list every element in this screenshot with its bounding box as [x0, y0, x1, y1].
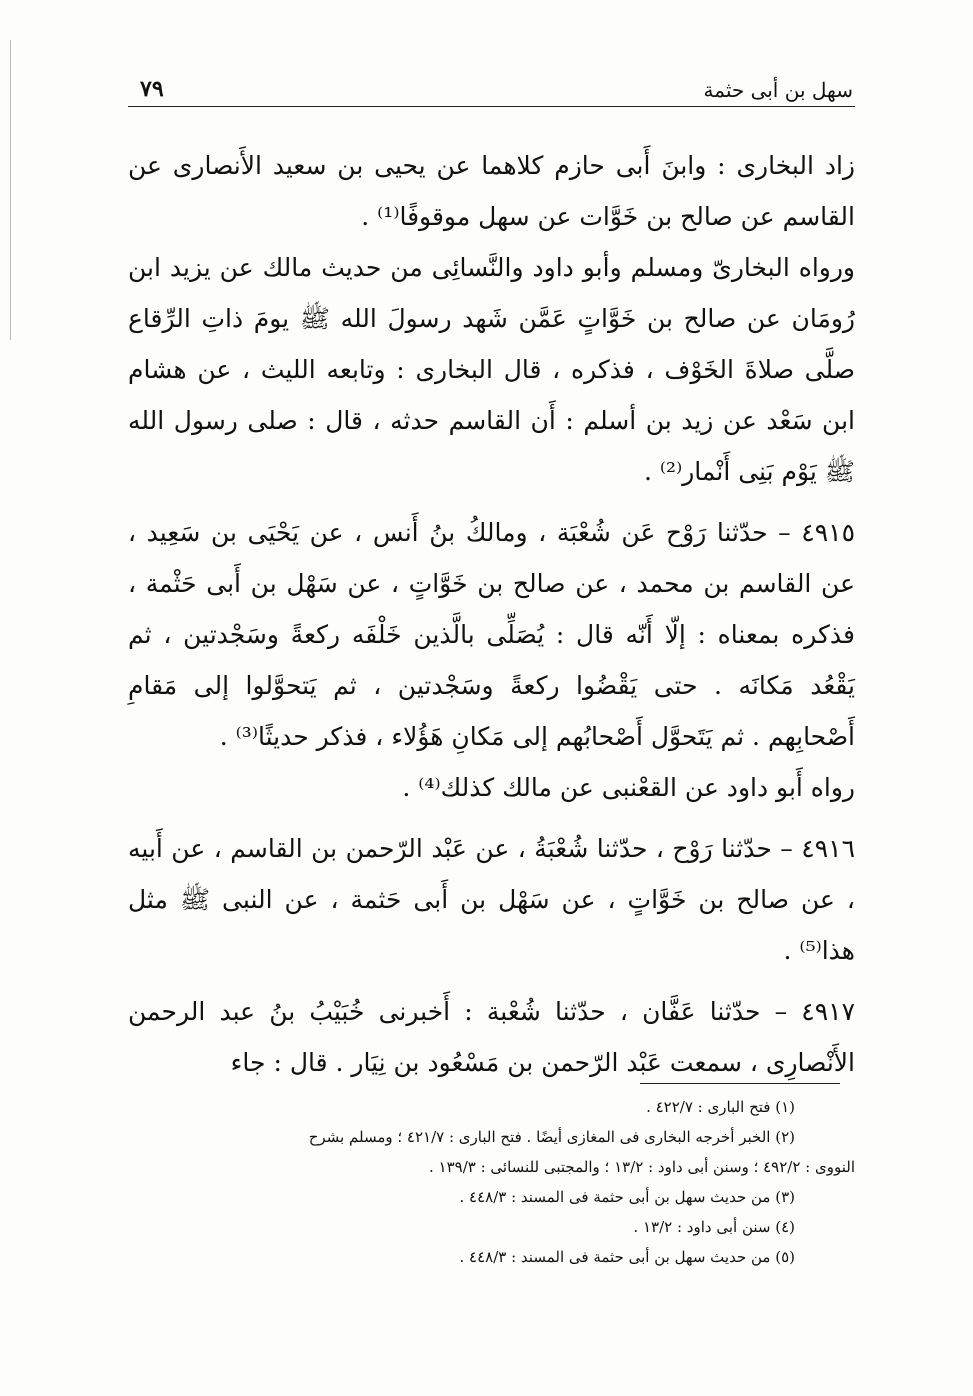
footnote-divider: [640, 1083, 840, 1084]
scan-edge-line: [10, 40, 11, 340]
footnote-1: (١) فتح البارى : ٤٢٢/٧ .: [646, 1098, 795, 1116]
footnote-2: (٢) الخبر أخرجه البخارى فى المغازى أيضًا . فتح البارى : ٤٢١/٧ ؛ ومسلم بشرح: [308, 1128, 795, 1146]
page-number: ٧٩: [140, 76, 164, 102]
paragraph-riwaya: رواه أَبو داود عن القعْنبى عن مالك كذلك⁽⁴⁾ .: [402, 773, 855, 802]
footnote-5: (٥) من حديث سهل بن أبى حثمة فى المسند : ٤٤٨/٣ .: [459, 1248, 795, 1266]
header-divider: [128, 106, 855, 107]
paragraph-2: ورواه البخارىّ ومسلم وأبو داود والنَّسائِى من حديث مالك عن يزيد ابن رُومَان عن صالح بن خَوَّاتٍ عَمَّن شَهد رسولَ الله ﷺ يومَ ذاتِ الرِّقاع صلَّى صلاةَ الخَوْف ، فذكره ، قال البخارى : وتابعه الليث ، عن هشام ابن سَعْد عن زيد بن أسلم : أَن القاسم حدثه ، قال : صلى رسول الله ﷺ يَوْم بَنِى أَنْمار⁽²⁾ .: [128, 253, 855, 486]
hadith-4915: ٤٩١٥ – حدّثنا رَوْح عَن شُعْبَة ، ومالكُ بنُ أَنس ، عن يَحْيَى بن سَعِيد ، عن القاسم بن محمد ، عن صالح بن خَوَّاتٍ ، عن سَهْل بن أَبى حَثْمة ، فذكره بمعناه : إلّا أَنّه قال : يُصَلِّى بالَّذين خَلْفَه ركعةً وسَجْدتين ، ثم يَقْعُد مَكانَه . حتى يَقْضُوا ركعةً وسَجْدتين ، ثم يَتحوَّلوا إلى مَقامِ أَصْحابِهم . ثم يَتَحوَّل أَصْحابُهم إلى مَكانِ هَؤُلاء ، فذكر حديثًا⁽³⁾ .: [128, 518, 855, 751]
footnote-4: (٤) سنن أبى داود : ١٣/٢ .: [633, 1218, 795, 1236]
running-header: [140, 62, 853, 102]
footnote-2-continued: النووى : ٤٩٢/٢ ؛ وسنن أبى داود : ١٣/٢ ؛ والمجتبى للنسائى : ١٣٩/٣ .: [429, 1158, 855, 1176]
main-text: [128, 140, 855, 1088]
paragraph-1: زاد البخارى : وابنَ أَبى حازم كلاهما عن يحيى بن سعيد الأَنصارى عن القاسم عن صالح بن خَوَّات عن سهل موقوفًا⁽¹⁾ .: [128, 151, 855, 231]
header-title: سهل بن أبى حثمة: [703, 78, 853, 102]
hadith-4916: ٤٩١٦ – حدّثنا رَوْح ، حدّثنا شُعْبَةُ ، عن عَبْد الرّحمن بن القاسم ، عن أَبيه ، عن صالح بن خَوَّاتٍ ، عن سَهْل بن أَبى حَثمة ، عن النبى ﷺ مثل هذا⁽⁵⁾ .: [128, 834, 855, 965]
footnotes: [128, 1092, 855, 1272]
hadith-4917: ٤٩١٧ – حدّثنا عَفَّان ، حدّثنا شُعْبة : أَخبرنى خُبَيْبُ بنُ عبد الرحمن الأَنْصارِى ، سمعت عَبْد الرّحمن بن مَسْعُود بن نِيَار . قال : جاء: [128, 997, 855, 1077]
footnote-3: (٣) من حديث سهل بن أبى حثمة فى المسند : ٤٤٨/٣ .: [459, 1188, 795, 1206]
